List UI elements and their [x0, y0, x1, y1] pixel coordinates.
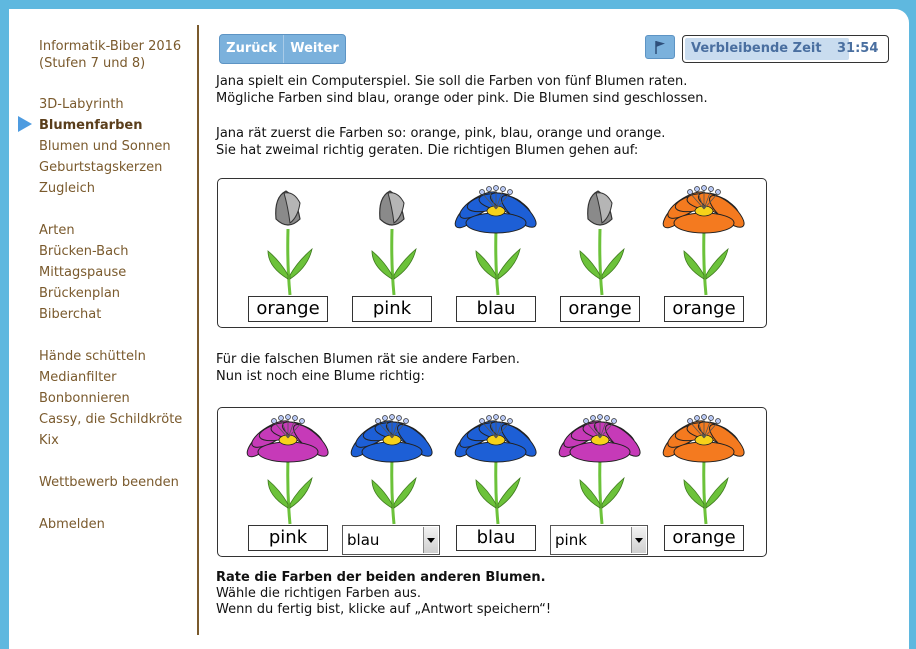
- guess2-line1: Für die falschen Blumen rät sie andere Farben.: [216, 352, 520, 367]
- flower-label: orange: [248, 296, 328, 322]
- flower-label: orange: [560, 296, 640, 322]
- flower-label: pink: [352, 296, 432, 322]
- flower-r2-1: [238, 408, 338, 556]
- blue-flower-icon: [342, 408, 442, 526]
- sidebar-item-cassy[interactable]: Cassy, die Schildkröte: [39, 412, 183, 427]
- flower-r1-2: [342, 179, 442, 327]
- current-task-arrow-icon: [18, 116, 32, 132]
- orange-flower-icon: [654, 408, 754, 526]
- sidebar-item-3d-labyrinth[interactable]: 3D-Labyrinth: [39, 97, 124, 112]
- flower-r2-5: [654, 408, 754, 556]
- color-select-flower-4[interactable]: [550, 525, 648, 555]
- closed-flower-icon: [238, 179, 338, 297]
- contest-title-line1: Informatik-Biber 2016: [39, 39, 182, 54]
- closed-flower-icon: [550, 179, 650, 297]
- next-button[interactable]: Weiter: [290, 41, 339, 56]
- pink-flower-icon: [238, 408, 338, 526]
- sidebar-item-kix[interactable]: Kix: [39, 433, 59, 448]
- color-select-flower-2[interactable]: [342, 525, 440, 555]
- sidebar-item-blumenfarben[interactable]: Blumenfarben: [39, 118, 143, 133]
- flag-icon: [646, 36, 674, 58]
- flower-label: blau: [456, 525, 536, 551]
- flower-r1-1: [238, 179, 338, 327]
- guess1-line2: Sie hat zweimal richtig geraten. Die richtigen Blumen gehen auf:: [216, 143, 639, 158]
- flower-label: orange: [664, 525, 744, 551]
- flower-r2-4: [550, 408, 650, 556]
- sidebar: [9, 9, 197, 538]
- nav-buttons: [219, 34, 346, 64]
- select-value: blau: [347, 531, 380, 549]
- flower-r2-3: [446, 408, 546, 556]
- chevron-down-icon[interactable]: [423, 527, 438, 553]
- flag-button[interactable]: [645, 35, 675, 59]
- sidebar-divider: [197, 25, 199, 635]
- end-contest-link[interactable]: Wettbewerb beenden: [39, 475, 179, 490]
- pink-flower-icon: [550, 408, 650, 526]
- sidebar-item-mittagspause[interactable]: Mittagspause: [39, 265, 127, 280]
- flower-r1-5: [654, 179, 754, 327]
- orange-flower-icon: [654, 179, 754, 297]
- page: [9, 9, 909, 649]
- flower-row-round1: [217, 178, 767, 328]
- instruction-line1: Wähle die richtigen Farben aus.: [216, 586, 421, 601]
- sidebar-item-bonbonnieren[interactable]: Bonbonnieren: [39, 391, 130, 406]
- chevron-down-icon[interactable]: [631, 527, 646, 553]
- sidebar-item-brueckenplan[interactable]: Brückenplan: [39, 286, 121, 301]
- flower-r1-3: [446, 179, 546, 327]
- select-value: pink: [555, 531, 587, 549]
- flower-r2-2: [342, 408, 442, 556]
- flower-label: orange: [664, 296, 744, 322]
- sidebar-item-geburtstagskerzen[interactable]: Geburtstagskerzen: [39, 160, 163, 175]
- closed-flower-icon: [342, 179, 442, 297]
- sidebar-item-biberchat[interactable]: Biberchat: [39, 307, 102, 322]
- sidebar-item-medianfilter[interactable]: Medianfilter: [39, 370, 117, 385]
- intro-line1: Jana spielt ein Computerspiel. Sie soll die Farben von fünf Blumen raten.: [216, 74, 688, 89]
- instruction-line2: Wenn du fertig bist, klicke auf „Antwort speichern“!: [216, 602, 552, 617]
- blue-flower-icon: [446, 179, 546, 297]
- flower-r1-4: [550, 179, 650, 327]
- intro-line2: Mögliche Farben sind blau, orange oder pink. Die Blumen sind geschlossen.: [216, 91, 708, 106]
- logout-link[interactable]: Abmelden: [39, 517, 105, 532]
- back-button[interactable]: Zurück: [220, 35, 284, 63]
- guess1-line1: Jana rät zuerst die Farben so: orange, pink, blau, orange und orange.: [216, 126, 666, 141]
- guess2-line2: Nun ist noch eine Blume richtig:: [216, 369, 425, 384]
- timer-value: 31:54: [837, 41, 879, 56]
- remaining-time: [682, 35, 889, 63]
- sidebar-item-blumen-und-sonnen[interactable]: Blumen und Sonnen: [39, 139, 171, 154]
- contest-title-line2: (Stufen 7 und 8): [39, 56, 146, 71]
- timer-label: Verbleibende Zeit: [691, 41, 822, 56]
- flower-row-round2: [217, 407, 767, 557]
- flower-label: pink: [248, 525, 328, 551]
- question-text: Rate die Farben der beiden anderen Blumen.: [216, 570, 546, 585]
- sidebar-item-haende-schuetteln[interactable]: Hände schütteln: [39, 349, 146, 364]
- sidebar-item-zugleich[interactable]: Zugleich: [39, 181, 96, 196]
- sidebar-item-bruecken-bach[interactable]: Brücken-Bach: [39, 244, 129, 259]
- flower-label: blau: [456, 296, 536, 322]
- blue-flower-icon: [446, 408, 546, 526]
- sidebar-item-arten[interactable]: Arten: [39, 223, 75, 238]
